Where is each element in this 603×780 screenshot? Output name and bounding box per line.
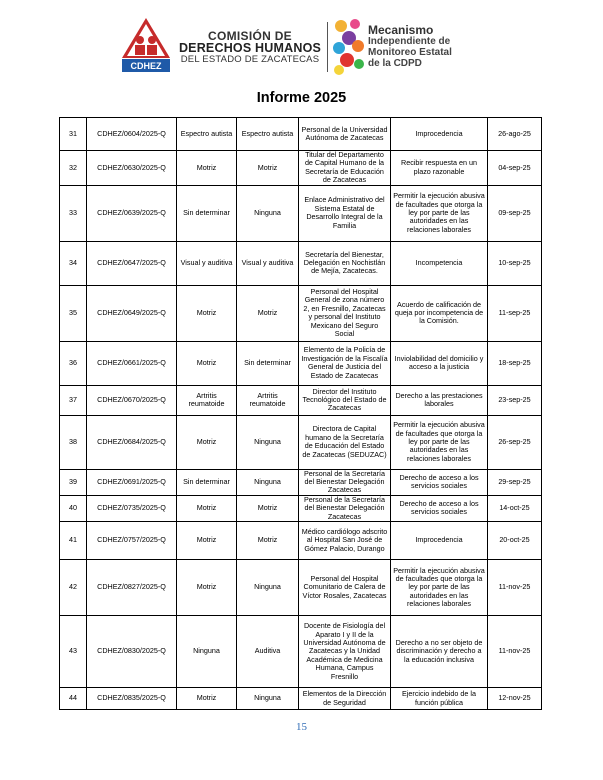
table-row	[60, 118, 542, 151]
disability-1-cell: Motriz	[177, 151, 237, 186]
disability-1-cell: Motriz	[177, 688, 237, 710]
disability-2-cell: Motriz	[237, 151, 299, 186]
date-cell: 20-oct-25	[488, 522, 542, 560]
date-cell: 11-nov-25	[488, 560, 542, 616]
cdhez-line1: COMISIÓN DE	[208, 29, 292, 43]
cdhez-logo-icon	[120, 16, 172, 74]
complaints-table	[59, 117, 542, 710]
authority-cell: Personal del Hospital General de zona número 2, en Fresnillo, Zacatecas y personal del Instituto Mexicano del Seguro Social	[299, 285, 391, 341]
disability-1-cell: Sin determinar	[177, 185, 237, 241]
authority-cell: Elementos de la Dirección de Seguridad	[299, 688, 391, 710]
row-number-cell: 32	[60, 151, 87, 186]
mec-line1: Mecanismo	[368, 23, 434, 37]
file-number-cell: CDHEZ/0639/2025-Q	[87, 185, 177, 241]
status-cell: Ejercicio indebido de la función pública	[391, 688, 488, 710]
authority-cell: Médico cardiólogo adscrito al Hospital San José de Gómez Palacio, Durango	[299, 522, 391, 560]
disability-2-cell: Auditiva	[237, 616, 299, 688]
mec-line3: Monitoreo Estatal	[368, 47, 452, 58]
file-number-cell: CDHEZ/0670/2025-Q	[87, 385, 177, 415]
table-row	[60, 241, 542, 285]
date-cell: 18-sep-25	[488, 341, 542, 385]
date-cell: 12-nov-25	[488, 688, 542, 710]
authority-cell: Docente de Fisiología del Aparato I y II de la Universidad Autónoma de Zacatecas y la Unidad Académica de Medicina Humana, Campus Fresnillo	[299, 616, 391, 688]
table-row	[60, 415, 542, 469]
authority-cell: Personal de la Secretaría del Bienestar Delegación Zacatecas	[299, 469, 391, 495]
disability-2-cell: Ninguna	[237, 185, 299, 241]
file-number-cell: CDHEZ/0647/2025-Q	[87, 241, 177, 285]
row-number-cell: 34	[60, 241, 87, 285]
file-number-cell: CDHEZ/0649/2025-Q	[87, 285, 177, 341]
disability-2-cell: Visual y auditiva	[237, 241, 299, 285]
status-cell: Derecho de acceso a los servicios sociales	[391, 495, 488, 521]
date-cell: 11-nov-25	[488, 616, 542, 688]
authority-cell: Titular del Departamento de Capital Humano de la Secretaría de Educación de Zacatecas	[299, 151, 391, 186]
page-header	[0, 0, 603, 86]
mechanism-logo-icon	[331, 16, 367, 78]
authority-cell: Personal del Hospital Comunitario de Calera de Víctor Rosales, Zacatecas	[299, 560, 391, 616]
date-cell: 09-sep-25	[488, 185, 542, 241]
cdhez-name	[175, 30, 325, 66]
table-row	[60, 560, 542, 616]
status-cell: Derecho a las prestaciones laborales	[391, 385, 488, 415]
table-row	[60, 385, 542, 415]
disability-2-cell: Espectro autista	[237, 118, 299, 151]
logo-text: CDHEZ	[130, 61, 162, 71]
status-cell: Incompetencia	[391, 241, 488, 285]
file-number-cell: CDHEZ/0835/2025-Q	[87, 688, 177, 710]
authority-cell: Directora de Capital humano de la Secretaría de Educación del Estado de Zacatecas (SEDUZAC)	[299, 415, 391, 469]
date-cell: 26-sep-25	[488, 415, 542, 469]
authority-cell: Director del Instituto Tecnológico del Estado de Zacatecas	[299, 385, 391, 415]
row-number-cell: 39	[60, 469, 87, 495]
disability-2-cell: Motriz	[237, 285, 299, 341]
row-number-cell: 31	[60, 118, 87, 151]
row-number-cell: 42	[60, 560, 87, 616]
status-cell: Derecho a no ser objeto de discriminación y derecho a la educación inclusiva	[391, 616, 488, 688]
status-cell: Derecho de acceso a los servicios sociales	[391, 469, 488, 495]
row-number-cell: 40	[60, 495, 87, 521]
table-row	[60, 341, 542, 385]
mechanism-name	[368, 25, 452, 69]
disability-1-cell: Ninguna	[177, 616, 237, 688]
date-cell: 11-sep-25	[488, 285, 542, 341]
cdhez-line2: DERECHOS HUMANOS	[178, 41, 322, 55]
row-number-cell: 36	[60, 341, 87, 385]
status-cell: Permitir la ejecución abusiva de facultades que otorga la ley por parte de las autoridades en las relaciones laborales	[391, 415, 488, 469]
disability-1-cell: Motriz	[177, 495, 237, 521]
row-number-cell: 41	[60, 522, 87, 560]
row-number-cell: 33	[60, 185, 87, 241]
status-cell: Permitir la ejecución abusiva de facultades que otorga la ley por parte de las autoridades en las relaciones laborales	[391, 185, 488, 241]
authority-cell: Personal de la Secretaría del Bienestar Delegación Zacatecas	[299, 495, 391, 521]
disability-2-cell: Sin determinar	[237, 341, 299, 385]
disability-1-cell: Artritis reumatoide	[177, 385, 237, 415]
table-row	[60, 151, 542, 186]
disability-1-cell: Motriz	[177, 560, 237, 616]
date-cell: 29-sep-25	[488, 469, 542, 495]
date-cell: 14-oct-25	[488, 495, 542, 521]
disability-2-cell: Ninguna	[237, 688, 299, 710]
disability-1-cell: Espectro autista	[177, 118, 237, 151]
table-body	[60, 118, 542, 710]
file-number-cell: CDHEZ/0684/2025-Q	[87, 415, 177, 469]
table-row	[60, 285, 542, 341]
status-cell: Recibir respuesta en un plazo razonable	[391, 151, 488, 186]
row-number-cell: 43	[60, 616, 87, 688]
status-cell: Acuerdo de calificación de queja por incompetencia de la Comisión.	[391, 285, 488, 341]
mec-line2: Independiente de	[368, 36, 451, 47]
disability-1-cell: Visual y auditiva	[177, 241, 237, 285]
authority-cell: Elemento de la Policía de Investigación de la Fiscalía General de Justicia del Estado de Zacatecas	[299, 341, 391, 385]
file-number-cell: CDHEZ/0757/2025-Q	[87, 522, 177, 560]
row-number-cell: 37	[60, 385, 87, 415]
table-row	[60, 616, 542, 688]
disability-2-cell: Motriz	[237, 495, 299, 521]
table-row	[60, 688, 542, 710]
file-number-cell: CDHEZ/0827/2025-Q	[87, 560, 177, 616]
disability-1-cell: Motriz	[177, 285, 237, 341]
table-row	[60, 495, 542, 521]
page-number: 15	[296, 721, 307, 733]
authority-cell: Secretaría del Bienestar, Delegación en Nochistlán de Mejía, Zacatecas.	[299, 241, 391, 285]
disability-1-cell: Motriz	[177, 415, 237, 469]
file-number-cell: CDHEZ/0691/2025-Q	[87, 469, 177, 495]
file-number-cell: CDHEZ/0735/2025-Q	[87, 495, 177, 521]
disability-1-cell: Sin determinar	[177, 469, 237, 495]
file-number-cell: CDHEZ/0830/2025-Q	[87, 616, 177, 688]
table-row	[60, 522, 542, 560]
disability-1-cell: Motriz	[177, 522, 237, 560]
mec-line4: de la CDPD	[368, 58, 422, 69]
file-number-cell: CDHEZ/0661/2025-Q	[87, 341, 177, 385]
date-cell: 04-sep-25	[488, 151, 542, 186]
status-cell: Improcedencia	[391, 522, 488, 560]
file-number-cell: CDHEZ/0630/2025-Q	[87, 151, 177, 186]
header-divider	[327, 22, 328, 72]
status-cell: Inviolabilidad del domicilio y acceso a la justicia	[391, 341, 488, 385]
authority-cell: Personal de la Universidad Autónoma de Zacatecas	[299, 118, 391, 151]
status-cell: Improcedencia	[391, 118, 488, 151]
status-cell: Permitir la ejecución abusiva de facultades que otorga la ley por parte de las autoridades en las relaciones laborales	[391, 560, 488, 616]
authority-cell: Enlace Administrativo del Sistema Estatal de Desarrollo Integral de la Familia	[299, 185, 391, 241]
disability-1-cell: Motriz	[177, 341, 237, 385]
row-number-cell: 44	[60, 688, 87, 710]
disability-2-cell: Ninguna	[237, 469, 299, 495]
date-cell: 26-ago-25	[488, 118, 542, 151]
row-number-cell: 35	[60, 285, 87, 341]
disability-2-cell: Ninguna	[237, 560, 299, 616]
cdhez-line3: DEL ESTADO DE ZACATECAS	[180, 54, 320, 65]
file-number-cell: CDHEZ/0604/2025-Q	[87, 118, 177, 151]
row-number-cell: 38	[60, 415, 87, 469]
disability-2-cell: Artritis reumatoide	[237, 385, 299, 415]
date-cell: 10-sep-25	[488, 241, 542, 285]
disability-2-cell: Motriz	[237, 522, 299, 560]
table-row	[60, 185, 542, 241]
page-title: Informe 2025	[256, 90, 347, 106]
table-row	[60, 469, 542, 495]
date-cell: 23-sep-25	[488, 385, 542, 415]
disability-2-cell: Ninguna	[237, 415, 299, 469]
